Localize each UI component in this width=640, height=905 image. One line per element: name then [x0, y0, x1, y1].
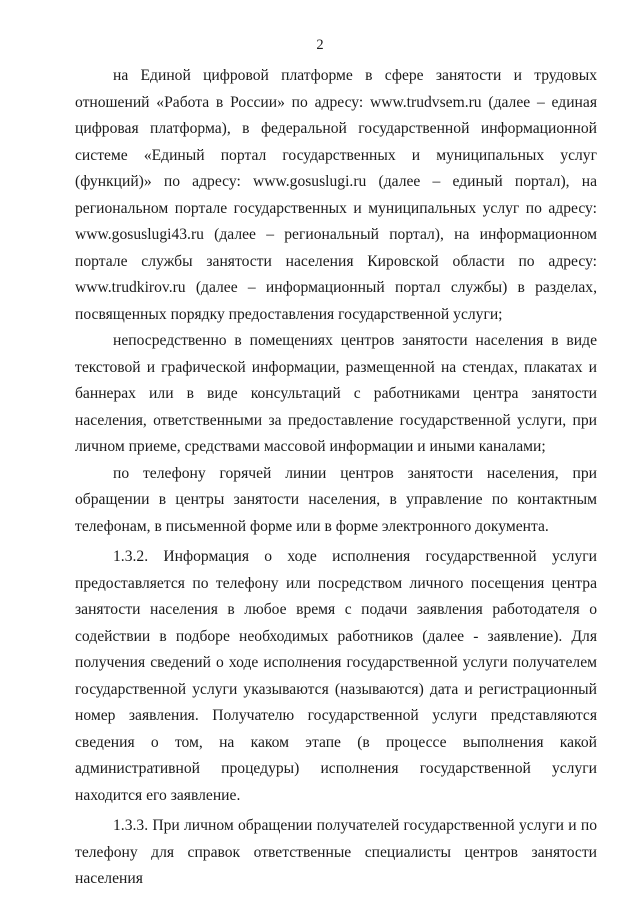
- paragraph-1-3-3: 1.3.3. При личном обращении получателей государственной услуги и по телефону для справок ответственные специалисты центров занятости населения: [75, 817, 597, 887]
- paragraph-info-portals: на Единой цифровой платформе в сфере занятости и трудовых отношений «Работа в России» по адресу: www.trudvsem.ru (далее – единая цифровая платформа), в федеральной государственной информационной системе «Единый портал государственных и муниципальных услуг (функций)» по адресу: www.gosuslugi.ru (далее – единый портал), на региональном портале государственных и муниципальных услуг по адресу: www.gosuslugi43.ru (далее – региональный портал), на информационном портале службы занятости населения Кировской области по адресу: www.trudkirov.ru (далее – информационный портал службы) в разделах, посвященных порядку предоставления государственной услуги;: [75, 67, 597, 323]
- paragraph-info-premises: непосредственно в помещениях центров занятости населения в виде текстовой и графической информации, размещенной на стендах, плакатах и баннерах или в виде консультаций с работниками центра занятости населения, ответственными за предоставление государственной услуги, при личном приеме, средствами массовой информации и иными каналами;: [75, 332, 597, 455]
- paragraph-info-phone: по телефону горячей линии центров занятости населения, при обращении в центры занятости населения, в управление по контактным телефонам, в письменной форме или в форме электронного документа.: [75, 464, 597, 535]
- page-number: 2: [316, 37, 324, 53]
- document-body: [75, 63, 597, 893]
- paragraph-1-3-2: 1.3.2. Информация о ходе исполнения государственной услуги предоставляется по телефону или посредством личного посещения центра занятости населения в любое время с подачи заявления работодателя о содействии в подборе необходимых работников (далее - заявление). Для получения сведений о ходе исполнения государственной услуги получателем государственной услуги указываются (называются) дата и регистрационный номер заявления. Получателю государственной услуги представляются сведения о том, на каком этапе (в процессе выполнения какой административной процедуры) исполнения государственной услуги находится его заявление.: [75, 548, 597, 804]
